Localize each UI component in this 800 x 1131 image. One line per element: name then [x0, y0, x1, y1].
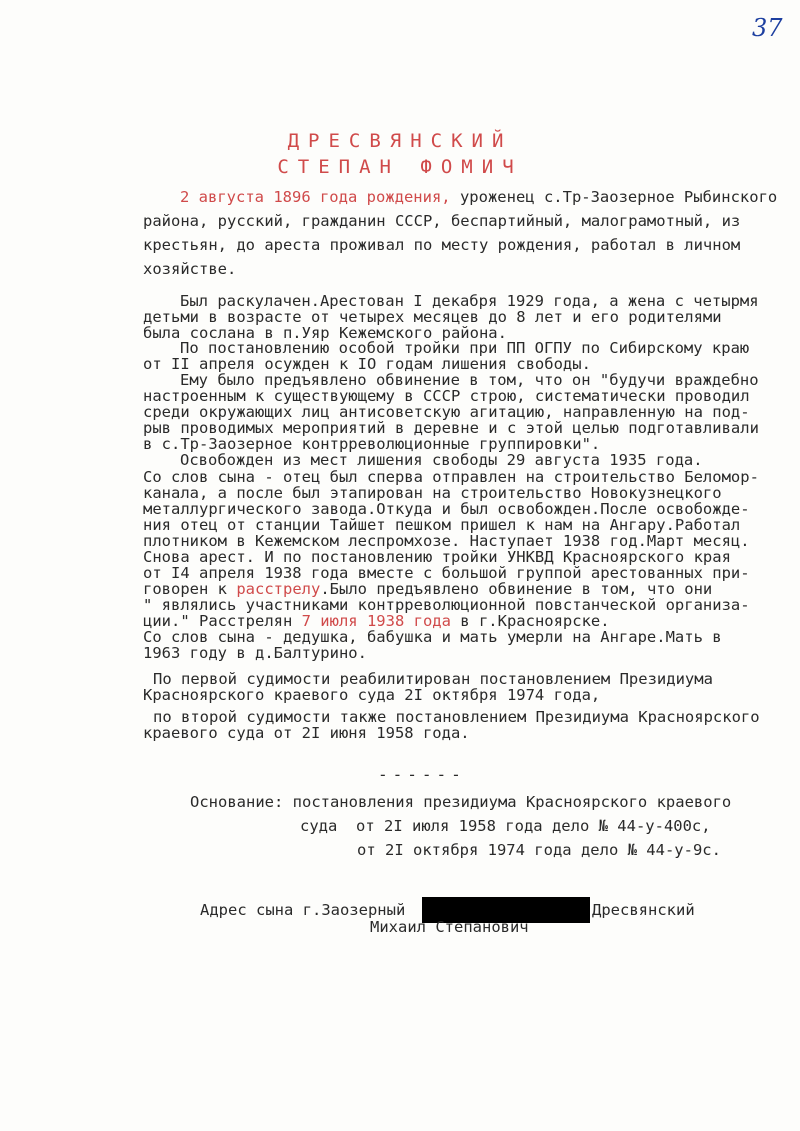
text-line: ния отец от станции Тайшет пешком пришел к нам на Ангару.Работал	[143, 516, 741, 534]
address-prefix: Адрес сына г.Заозерный	[200, 901, 406, 919]
person-given-names: СТЕПАН ФОМИЧ	[277, 156, 523, 178]
page-number: 37	[752, 14, 783, 42]
text-line: Снова арест. И по постановлению тройки УНКВД Красноярского края	[143, 548, 731, 566]
bio-line	[180, 190, 777, 206]
text-line: настроенным к существующему в СССР строю, систематически проводил	[143, 387, 750, 405]
text-line: от I4 апреля 1938 года вместе с большой группой арестованных при-	[143, 564, 750, 582]
text-span: ции." Расстрелян	[143, 612, 302, 630]
text-line: Был раскулачен.Арестован I декабря 1929 года, а жена с четырмя	[180, 292, 759, 310]
execution-date: 7 июля 1938 года	[301, 612, 451, 630]
basis-line: от 2I октября 1974 года дело № 44-у-9с.	[357, 841, 721, 859]
text-line: По постановлению особой тройки при ПП ОГПУ по Сибирскому краю	[180, 339, 750, 357]
text-span: .Было предъявлено обвинение в том, что они	[320, 580, 713, 598]
text-span: говорен к	[143, 580, 237, 598]
address-surname: Дресвянский	[592, 901, 695, 919]
text-line: в с.Тр-Заозерное контрреволюционные группировки".	[143, 435, 601, 453]
text-line: рыв проводимых мероприятий в деревне и с этой целью подготавливали	[143, 419, 759, 437]
text-line: 1963 году в д.Балтурино.	[143, 644, 367, 662]
text-line: По первой судимости реабилитирован постановлением Президиума	[153, 670, 713, 688]
text-line: Ему было предъявлено обвинение в том, что он "будучи враждебно	[180, 371, 759, 389]
text-line: среди окружающих лиц антисоветскую агитацию, направленную на под-	[143, 403, 750, 421]
text-line: Освобожден из мест лишения свободы 29 августа 1935 года.	[180, 451, 703, 469]
text-span: в г.Красноярске.	[450, 612, 610, 630]
text-line: краевого суда от 2I июня 1958 года.	[143, 724, 470, 742]
text-line: детьми в возрасте от четырех месяцев до 8 лет и его родителями	[143, 308, 722, 326]
basis-line: Основание: постановления президиума Красноярского краевого	[190, 793, 732, 811]
separator: ------	[378, 765, 466, 784]
text-line: плотником в Кежемском леспромхозе. Наступает 1938 год.Март месяц.	[143, 532, 750, 550]
text-line: по второй судимости также постановлением Президиума Красноярского	[153, 708, 760, 726]
text-line: была сослана в п.Уяр Кежемского района.	[143, 324, 507, 342]
sentence-word: расстрелу	[236, 580, 321, 598]
text-line: от II апреля осужден к IO годам лишения свободы.	[143, 355, 591, 373]
bio-line: хозяйстве.	[143, 260, 237, 278]
text-line: канала, а после был этапирован на строительство Новокузнецкого	[143, 484, 722, 502]
basis-line: суда от 2I июля 1958 года дело № 44-у-400с,	[300, 817, 711, 835]
text-line: Со слов сына - дедушка, бабушка и мать умерли на Ангаре.Мать в	[143, 628, 722, 646]
text-line: металлургического завода.Откуда и был освобожден.После освобожде-	[143, 500, 750, 518]
bio-line: района, русский, гражданин СССР, беспартийный, малограмотный, из	[143, 212, 741, 230]
bio-line: крестьян, до ареста проживал по месту рождения, работал в личном	[143, 236, 741, 254]
birth-date: 2 августа 1896 года рождения,	[180, 188, 451, 206]
person-surname: ДРЕСВЯНСКИЙ	[287, 130, 513, 152]
birth-place: уроженец с.Тр-Заозерное Рыбинского	[450, 188, 778, 206]
text-line: " являлись участниками контрреволюционной повстанческой организа-	[143, 596, 750, 614]
text-line: Красноярского краевого суда 2I октября 1974 года,	[143, 686, 601, 704]
text-line: Со слов сына - отец был сперва отправлен на строительство Беломор-	[143, 468, 759, 486]
address-name: Михаил Степанович	[370, 918, 529, 936]
